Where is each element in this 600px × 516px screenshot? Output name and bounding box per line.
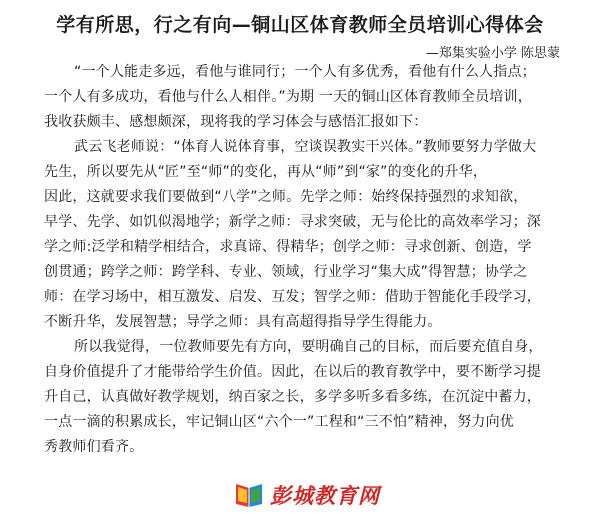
- text-line: 先生，所以要先从“匠”至“师”的变化，再从“师”到“家”的变化的升华，: [44, 164, 488, 180]
- text-line: 一个人有多成功，看他与什么人相伴。”为期 一天的铜山区体育教师全员培训，: [44, 89, 532, 105]
- text-line: 不断升华，发展智慧；导学之师：具有高超得指导学生得能力。: [44, 314, 442, 330]
- text-line: 我收获颇丰、感想颇深，现将我的学习体会与感悟汇报如下：: [44, 114, 428, 130]
- text-line: 一点一滴的积累成长，牢记铜山区“六个一”工程和“三不怕”精神，努力向优: [44, 414, 515, 430]
- document-title: 学有所思，行之有向—铜山区体育教师全员培训心得体会: [56, 14, 544, 36]
- document-byline: —郑集实验小学 陈思蒙: [425, 46, 560, 61]
- text-line: 学之师:泛学和精学相结合，求真谛、得精华；创学之师：寻求创新、创造，学: [44, 239, 532, 255]
- text-line: “一个人能走多远，看他与谁同行；一个人有多优秀，看他有什么人指点；: [74, 64, 536, 80]
- text-line: 自身价值提升了才能带给学生价值。因此，在以后的教育教学中，要不断学习提: [44, 364, 541, 380]
- text-line: 武云飞老师说：“体育人说体育事，空谈误教实干兴体。”教师要努力学做大: [74, 139, 537, 155]
- open-book-icon: [234, 482, 264, 508]
- document-body: [44, 60, 564, 460]
- text-line: 因此，这就要求我们要做到“八学”之师。先学之师：始终保持强烈的求知欲，: [44, 189, 528, 205]
- text-line: 秀教师们看齐。: [44, 439, 144, 455]
- text-line: 创贯通；跨学之师：跨学科、专业、领域，行业学习“集大成”得智慧；协学之: [44, 264, 528, 280]
- text-line: 升自己，认真做好教学规划，纳百家之长，多学多听多看多练，在沉淀中蓄力，: [44, 389, 541, 405]
- text-line: 早学、先学、如饥似渴地学；新学之师：寻求突破，无与伦比的高效率学习；深: [44, 214, 541, 230]
- watermark-text: 彭城教育网: [270, 484, 380, 508]
- text-line: 所以我觉得，一位教师要先有方向，要明确自己的目标，而后要充值自身，: [74, 339, 543, 355]
- watermark-logo: [234, 481, 380, 509]
- text-line: 师：在学习场中，相互激发、启发、互发；智学之师：借助于智能化手段学习，: [44, 289, 541, 305]
